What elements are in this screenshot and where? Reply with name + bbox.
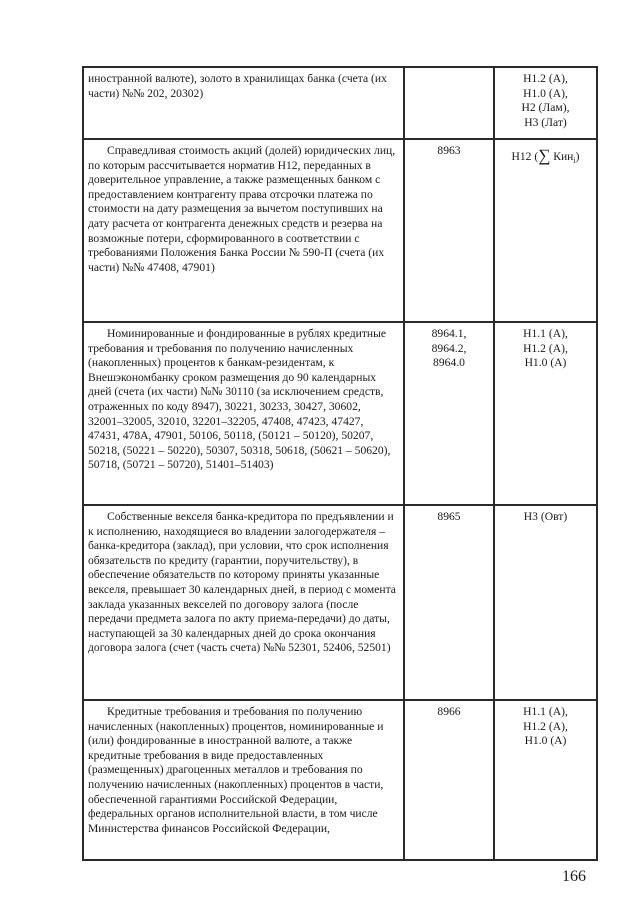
norm-item: Н3 (Овт) [523, 510, 568, 523]
formula-variable: Кин [553, 150, 574, 163]
norm-item: Н2 (Лам), [521, 101, 570, 115]
row-description: Номинированные и фондированные в рублях кредитные требования и требования по получению начисленных (накопленных) процентов к банкам-резидентам, к Внешэкономбанку сроком размещения до 90 календарных дней (счета (их части) №№ 30110 (за исключением средств, отраженных по коду 8947), 30221, 30233, 30427, 30602, 32001–32005, 32010, 32201–32205, 47408, 47423, 47427, 47431, 478А, 47901, 50106, 50118, (50121 – 50120), 50207, 50218, (50221 – 50220), 50307, 50318, 50618, (50621 – 50620), 50718, (50721 – 50720), 51401–51403) [88, 327, 391, 472]
norm-formula [511, 148, 579, 166]
norm-item: Н1.0 (А) [524, 356, 567, 370]
sigma-symbol: ∑ [538, 146, 551, 165]
norm-item: Н1.0 (А) [524, 734, 567, 748]
row-code: 8964.2, [431, 341, 467, 355]
formula-subscript: i [573, 156, 576, 165]
table-row [83, 139, 597, 322]
table-row [83, 67, 597, 139]
row-description: Собственные векселя банка-кредитора по предъявлении и к исполнению, находящиеся во владении залогодержателя – банка-кредитора (заклад), при условии, что срок исполнения обязательств по кредиту (гарантии, поручительству), в обеспечение обязательств по которому приняты указанные векселя, превышает 30 календарных дней, в период с момента заклада указанных векселей по договору залога (после передачи предмета залога по акту приема-передачи) до даты, наступающей за 30 календарных дней до срока окончания договора залога (счет (часть счета) №№ 52301, 52406, 52501) [88, 510, 396, 655]
norm-item: Н1.2 (А), [523, 341, 568, 355]
table-row [83, 505, 597, 700]
table-row [83, 322, 597, 505]
row-code-cell [404, 505, 494, 700]
row-norms-cell [494, 67, 597, 139]
row-code: 8964.0 [433, 356, 465, 370]
norm-item: Н3 (Лат) [524, 115, 567, 129]
norm-item: Н1.1 (А), [523, 327, 568, 340]
row-code: 8965 [437, 510, 461, 523]
row-norms-cell [494, 139, 597, 322]
row-description-cell [83, 67, 404, 139]
norm-item: Н1.0 (А), [523, 86, 568, 100]
row-description: иностранной валюте), золото в хранилищах банка (счета (их части) №№ 202, 20302) [88, 72, 387, 100]
row-norms-cell [494, 700, 597, 860]
page-number: 166 [562, 868, 586, 885]
norm-item: Н1.1 (А), [523, 705, 568, 718]
norm-item: Н1.2 (А), [523, 719, 568, 733]
row-description: Справедливая стоимость акций (долей) юридических лиц, по которым рассчитывается норматив Н12, переданных в доверительное управление, а также размещенных банком с предоставлением контрагенту права отсрочки платежа по стоимости на дату размещения за вычетом поступивших на дату расчета от контрагента денежных средств и резерва на возможные потери, сформированного в соответствии с требованиями Положения Банка России № 590-П (счета (их части) №№ 47408, 47901) [88, 144, 396, 274]
formula-prefix: Н12 ( [511, 150, 539, 163]
row-code-cell [404, 139, 494, 322]
row-code: 8963 [437, 144, 461, 157]
row-norms-cell [494, 322, 597, 505]
row-description-cell [83, 139, 404, 322]
row-description: Кредитные требования и требования по получению начисленных (накопленных) процентов, номинированные и (или) фондированные в иностранной валюте, а также кредитные требования в виде предоставленных (размещенных) драгоценных металлов и требования по получению начисленных (накопленных) процентов в части, обеспеченной гарантиями Российской Федерации, федеральных органов исполнительной власти, в том числе Министерства финансов Российской Федерации, [88, 705, 384, 835]
row-code: 8966 [437, 705, 461, 718]
row-code-cell [404, 67, 494, 139]
table-row [83, 700, 597, 860]
norms-table [82, 66, 598, 861]
row-code: 8964.1, [431, 327, 467, 340]
norm-item: Н1.2 (А), [523, 72, 568, 85]
row-description-cell [83, 322, 404, 505]
formula-suffix: ) [575, 150, 580, 163]
row-norms-cell [494, 505, 597, 700]
row-code-cell [404, 322, 494, 505]
row-description-cell [83, 505, 404, 700]
row-description-cell [83, 700, 404, 860]
row-code-cell [404, 700, 494, 860]
